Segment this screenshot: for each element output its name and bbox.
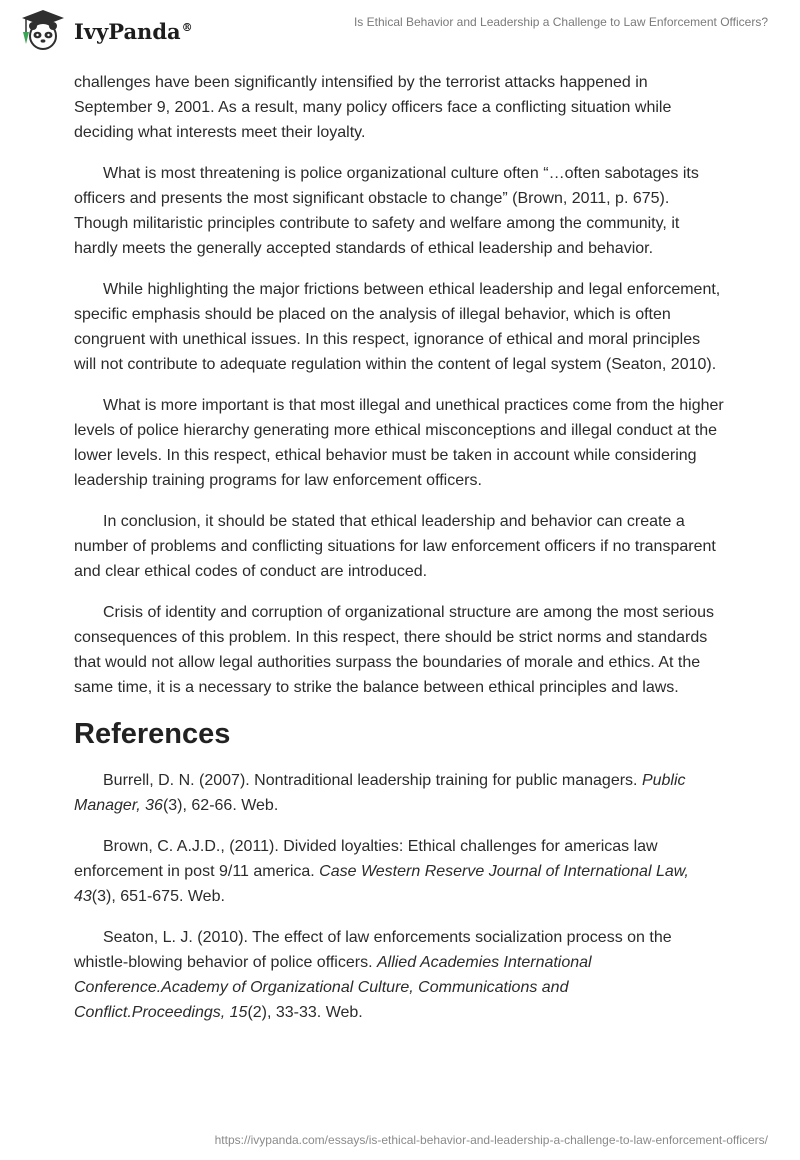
reference-item: Seaton, L. J. (2010). The effect of law enforcements socialization process on the whistle-blowing behavior of police officers. Allied Academies International Conference.Academy of Organizational Culture, Communications and Conflict.Proceedings, 15(2), 33-33. Web. (74, 929, 672, 1021)
brand-logo[interactable] (14, 8, 193, 54)
body-paragraph: What is most threatening is police organizational culture often “…often sabotages its officers and presents the most significant obstacle to change” (Brown, 2011, p. 675). Though militaristic principles contribute to safety and welfare among the community, it hardly meets the generally accepted standards of ethical leadership and behavior. (74, 165, 699, 257)
body-paragraph: challenges have been significantly intensified by the terrorist attacks happened in September 9, 2001. As a result, many policy officers face a conflicting situation while deciding what interests meet their loyalty. (74, 74, 672, 141)
body-paragraph: While highlighting the major frictions between ethical leadership and legal enforcement, specific emphasis should be placed on the analysis of illegal behavior, which is often congruent with unethical issues. In this respect, ignorance of ethical and moral principles will not contribute to adequate regulation within the content of legal system (Seaton, 2010). (74, 281, 721, 373)
panda-graduate-icon (14, 8, 72, 54)
references-heading: References (74, 718, 231, 750)
reference-item: Burrell, D. N. (2007). Nontraditional leadership training for public managers. Public Manager, 36(3), 62-66. Web. (74, 772, 686, 814)
body-paragraph: In conclusion, it should be stated that ethical leadership and behavior can create a number of problems and conflicting situations for law enforcement officers if no transparent and clear ethical codes of conduct are introduced. (74, 513, 716, 580)
brand-name: IvyPanda® (74, 18, 193, 44)
reference-item: Brown, C. A.J.D., (2011). Divided loyalties: Ethical challenges for americas law enforcement in post 9/11 america. Case Western Reserve Journal of International Law, 43(3), 651-675. Web. (74, 838, 689, 905)
page-header (0, 0, 800, 60)
body-paragraph: Crisis of identity and corruption of organizational structure are among the most serious consequences of this problem. In this respect, there should be strict norms and standards that would not allow legal authorities surpass the boundaries of morale and ethics. At the same time, it is a necessary to strike the balance between ethical principles and laws. (74, 604, 714, 696)
document-body (74, 70, 724, 1041)
body-paragraph: What is more important is that most illegal and unethical practices come from the higher levels of police hierarchy generating more ethical misconceptions and illegal conduct at the lower levels. In this respect, ethical behavior must be taken in account while considering leadership training programs for law enforcement officers. (74, 397, 724, 489)
source-url[interactable]: https://ivypanda.com/essays/is-ethical-behavior-and-leadership-a-challenge-to-law-enforcement-officers/ (214, 1133, 768, 1147)
document-running-title: Is Ethical Behavior and Leadership a Challenge to Law Enforcement Officers? (353, 15, 768, 29)
